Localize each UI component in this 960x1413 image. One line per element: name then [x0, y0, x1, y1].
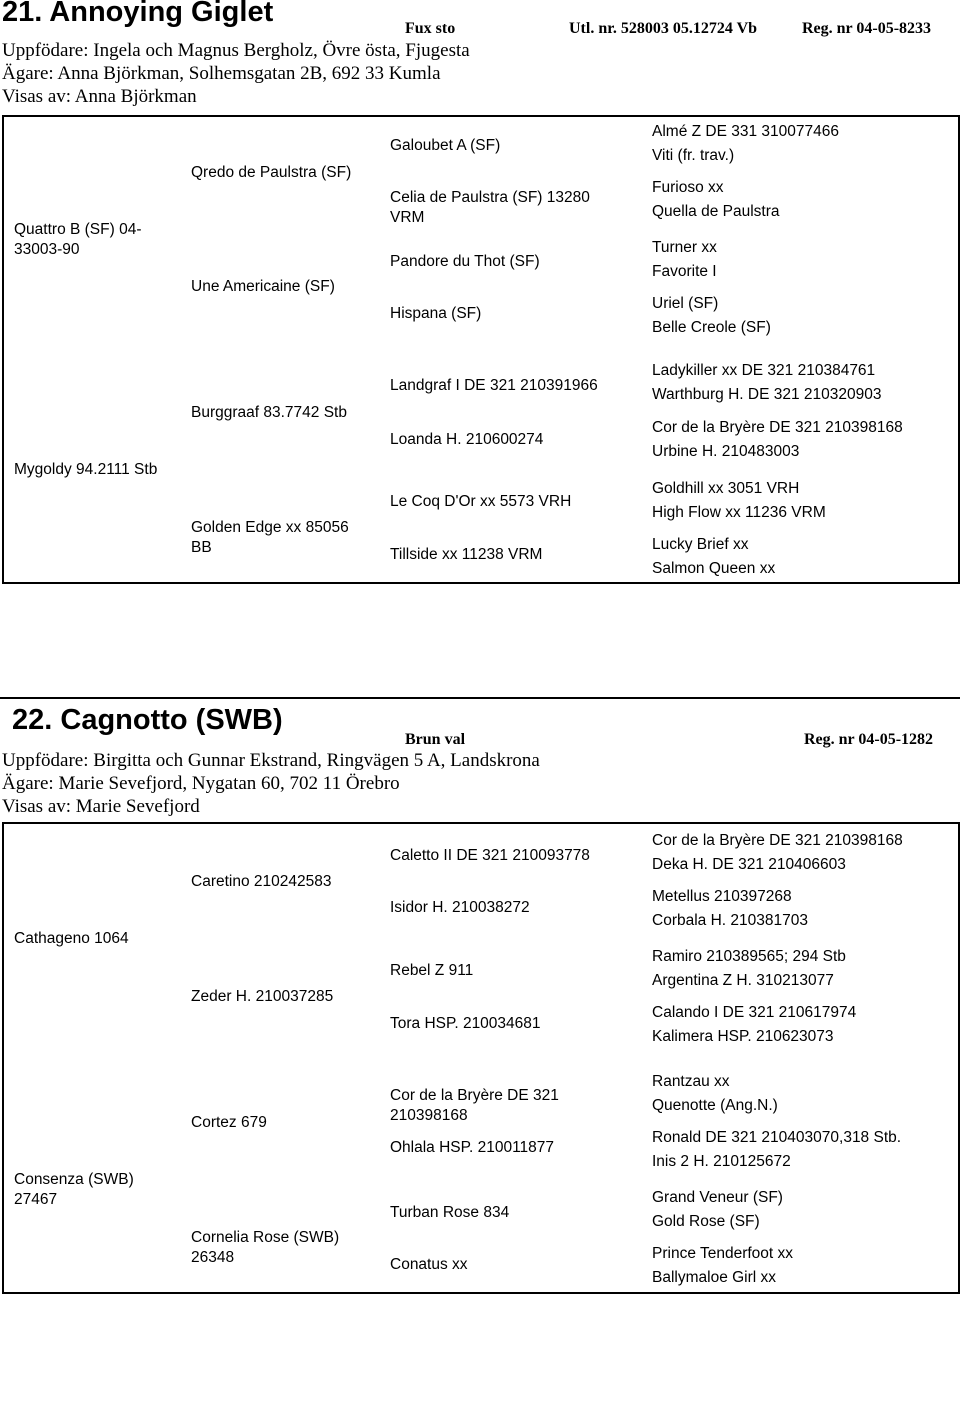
- sire-dam-dam: Hispana (SF): [390, 305, 482, 322]
- sire-sire-sire: Galoubet A (SF): [390, 137, 501, 154]
- gen4-7b: High Flow xx 11236 VRM: [652, 504, 826, 521]
- sire-sire: Caretino 210242583: [191, 873, 332, 890]
- breeder-line: Uppfödare: Birgitta och Gunnar Ekstrand, Ringvägen 5 A, Landskrona: [2, 750, 540, 771]
- gen4-3b: Argentina Z H. 310213077: [652, 972, 834, 989]
- sire-dam-dam: Tora HSP. 210034681: [390, 1015, 541, 1032]
- dam-sire-dam: Loanda H. 210600274: [390, 431, 544, 448]
- sire-dam: Une Americaine (SF): [191, 278, 335, 295]
- gen4-2a: Metellus 210397268: [652, 888, 792, 905]
- dam-sire: Cortez 679: [191, 1114, 267, 1131]
- sire-sire-sire: Caletto II DE 321 210093778: [390, 847, 590, 864]
- sire-dam-sire: Pandore du Thot (SF): [390, 253, 540, 270]
- owner-line: Ägare: Marie Sevefjord, Nygatan 60, 702 11 Örebro: [2, 773, 400, 794]
- gen4-6b: Urbine H. 210483003: [652, 443, 800, 460]
- shown-by-line: Visas av: Marie Sevefjord: [2, 796, 200, 817]
- horse-color: Brun val: [405, 731, 466, 748]
- sire: Quattro B (SF) 04- 33003-90: [14, 221, 142, 258]
- gen4-2b: Corbala H. 210381703: [652, 912, 808, 929]
- gen4-3a: Ramiro 210389565; 294 Stb: [652, 948, 846, 965]
- sire-sire-dam: Isidor H. 210038272: [390, 899, 530, 916]
- shown-by-line: Visas av: Anna Björkman: [2, 86, 197, 107]
- dam-dam-sire: Le Coq D'Or xx 5573 VRH: [390, 493, 572, 510]
- dam-sire-dam: Ohlala HSP. 210011877: [390, 1139, 555, 1156]
- reg-number: Reg. nr 04-05-1282: [804, 731, 934, 748]
- breeder-line: Uppfödare: Ingela och Magnus Bergholz, Övre östa, Fjugesta: [2, 40, 470, 61]
- gen4-4a: Uriel (SF): [652, 295, 719, 312]
- dam-dam-dam: Tillside xx 11238 VRM: [390, 546, 543, 563]
- dam-dam: Cornelia Rose (SWB) 26348: [191, 1229, 340, 1266]
- gen4-7b: Gold Rose (SF): [652, 1213, 760, 1230]
- gen4-1b: Viti (fr. trav.): [652, 147, 735, 164]
- pedigree-table: [2, 822, 960, 1294]
- utl-number: Utl. nr. 528003 05.12724 Vb: [569, 20, 758, 37]
- gen4-1a: Cor de la Bryère DE 321 210398168: [652, 832, 903, 849]
- gen4-1a: Almé Z DE 331 310077466: [652, 123, 839, 140]
- gen4-8b: Ballymaloe Girl xx: [652, 1269, 777, 1286]
- sire-dam-sire: Rebel Z 911: [390, 962, 474, 979]
- gen4-6a: Ronald DE 321 210403070,318 Stb.: [652, 1129, 902, 1146]
- sire-sire-dam: Celia de Paulstra (SF) 13280 VRM: [390, 189, 590, 226]
- dam-sire: Burggraaf 83.7742 Stb: [191, 404, 347, 421]
- dam: Mygoldy 94.2111 Stb: [14, 461, 158, 478]
- gen4-6b: Inis 2 H. 210125672: [652, 1153, 791, 1170]
- gen4-3b: Favorite I: [652, 263, 717, 280]
- gen4-2a: Furioso xx: [652, 179, 724, 196]
- sire: Cathageno 1064: [14, 930, 129, 947]
- dam-sire-sire: Cor de la Bryère DE 321 210398168: [390, 1087, 559, 1124]
- gen4-7a: Grand Veneur (SF): [652, 1189, 783, 1206]
- dam-sire-sire: Landgraf I DE 321 210391966: [390, 377, 598, 394]
- dam-dam-dam: Conatus xx: [390, 1256, 468, 1273]
- sire-dam: Zeder H. 210037285: [191, 988, 334, 1005]
- dam-dam-sire: Turban Rose 834: [390, 1204, 510, 1221]
- entry-separator: [0, 697, 960, 699]
- reg-number: Reg. nr 04-05-8233: [802, 20, 932, 37]
- gen4-5a: Rantzau xx: [652, 1073, 730, 1090]
- dam: Consenza (SWB) 27467: [14, 1171, 134, 1208]
- entry-title: 22. Cagnotto (SWB): [12, 704, 283, 736]
- gen4-8b: Salmon Queen xx: [652, 560, 776, 577]
- gen4-7a: Goldhill xx 3051 VRH: [652, 480, 800, 497]
- gen4-3a: Turner xx: [652, 239, 717, 256]
- gen4-5b: Quenotte (Ang.N.): [652, 1097, 778, 1114]
- gen4-4b: Belle Creole (SF): [652, 319, 771, 336]
- gen4-6a: Cor de la Bryère DE 321 210398168: [652, 419, 903, 436]
- horse-color: Fux sto: [405, 20, 456, 37]
- dam-dam: Golden Edge xx 85056 BB: [191, 519, 349, 556]
- gen4-8a: Prince Tenderfoot xx: [652, 1245, 794, 1262]
- gen4-4b: Kalimera HSP. 210623073: [652, 1028, 834, 1045]
- gen4-2b: Quella de Paulstra: [652, 203, 780, 220]
- gen4-8a: Lucky Brief xx: [652, 536, 749, 553]
- entry-title: 21. Annoying Giglet: [2, 0, 274, 28]
- gen4-5b: Warthburg H. DE 321 210320903: [652, 386, 882, 403]
- pedigree-table: [2, 115, 960, 584]
- sire-sire: Qredo de Paulstra (SF): [191, 164, 352, 181]
- gen4-1b: Deka H. DE 321 210406603: [652, 856, 846, 873]
- owner-line: Ägare: Anna Björkman, Solhemsgatan 2B, 692 33 Kumla: [2, 63, 441, 84]
- gen4-4a: Calando I DE 321 210617974: [652, 1004, 857, 1021]
- gen4-5a: Ladykiller xx DE 321 210384761: [652, 362, 876, 379]
